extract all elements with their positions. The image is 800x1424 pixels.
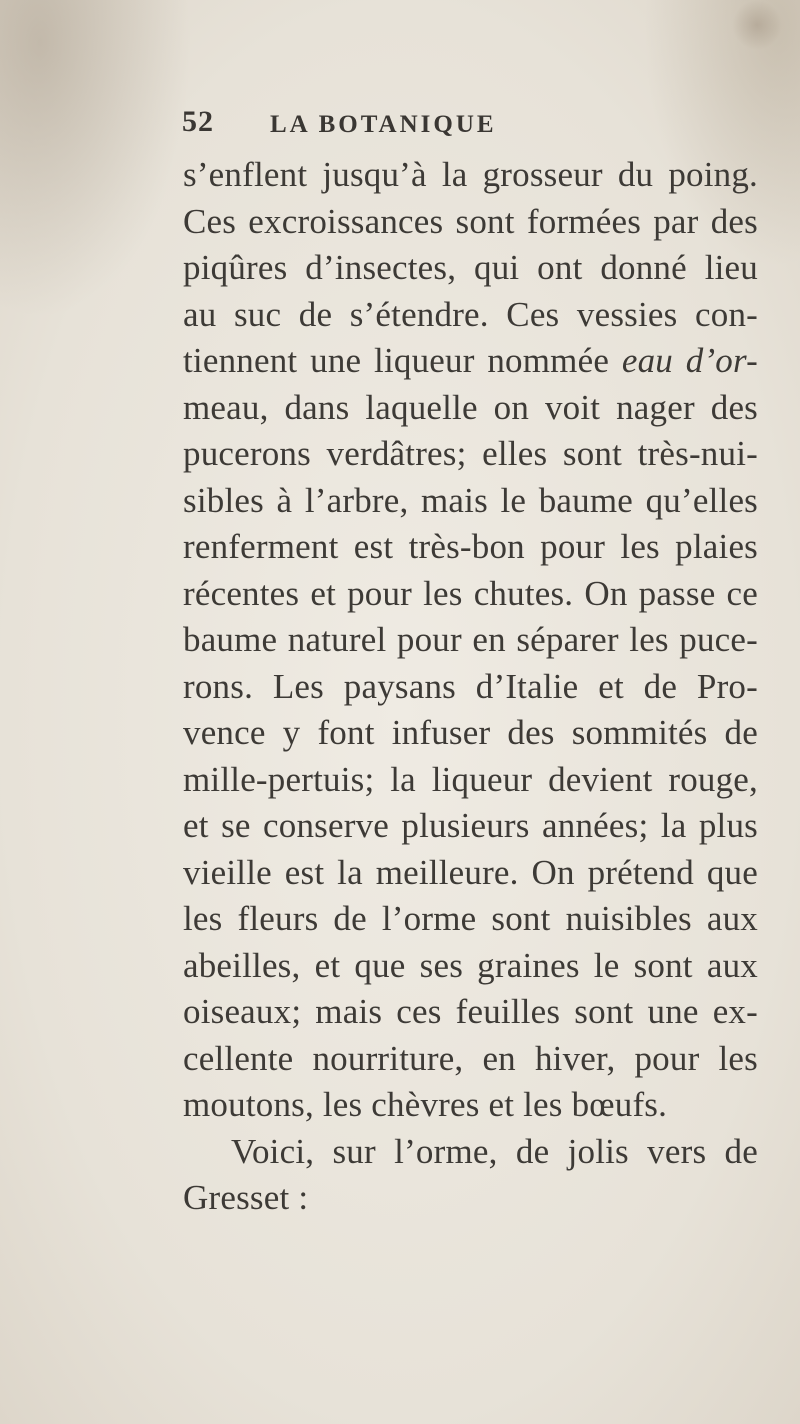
text-line-roman: tiennent une liqueur nommée [183,341,610,380]
text-line: s’enflent jusqu’à la grosseur du poing. [183,155,758,194]
text-line: récentes et pour les chutes. On passe ce [183,573,758,613]
page-header [182,105,742,145]
text-line: et se conserve plusieurs années; la plus [183,806,758,845]
text-line: oiseaux; mais ces feuilles sont une ex- [183,992,758,1031]
text-line: au suc de s’étendre. Ces vessies con- [183,294,758,334]
text-line: sibles à l’arbre, mais le baume qu’elles [183,480,758,520]
text-line: Voici, sur l’orme, de jolis vers de [231,1131,758,1171]
text-line: cellente nourriture, en hiver, pour les [183,1038,758,1078]
paper-stain [732,0,782,50]
text-line: abeilles, et que ses graines le sont aux [183,945,758,985]
text-line [183,338,758,385]
text-line: vieille est la meilleure. On prétend que [183,852,758,892]
body-text [183,152,758,1222]
text-line: piqûres d’insectes, qui ont donné lieu [183,248,758,287]
running-title: LA BOTANIQUE [270,111,497,138]
text-line: rons. Les paysans d’Italie et de Pro- [183,666,758,706]
text-line: baume naturel pour en séparer les puce- [183,620,758,659]
text-line: les fleurs de l’orme sont nuisibles aux [183,899,758,938]
text-line: pucerons verdâtres; elles sont très-nui- [183,434,758,473]
text-line: Ces excroissances sont formées par des [183,201,758,241]
text-line: renferment est très-bon pour les plaies [183,527,758,566]
text-line: mille-pertuis; la liqueur devient rouge, [183,759,758,799]
text-line: moutons, les chèvres et les bœufs. [183,1085,668,1124]
text-line: vence y font infuser des sommités de [183,713,758,752]
italic-term: eau d’or- [621,341,758,380]
text-line: Gresset : [183,1178,309,1217]
page-number: 52 [182,105,214,138]
text-line: meau, dans laquelle on voit nager des [183,387,758,427]
